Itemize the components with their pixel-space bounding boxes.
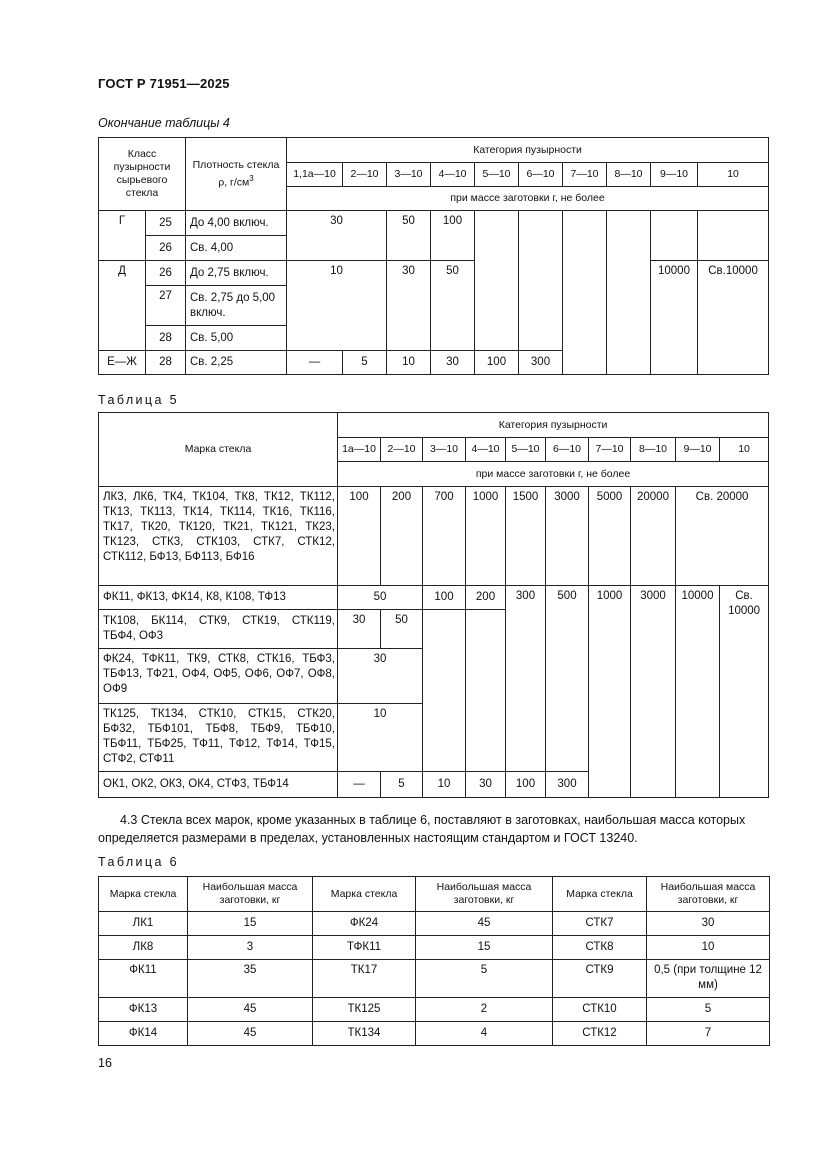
value-cell: Св. 20000 [676, 487, 769, 586]
table5 [98, 412, 769, 798]
category-cell: 5—10 [506, 438, 546, 462]
brand-cell: ОК1, ОК2, ОК3, ОК4, СТФ3, ТБФ14 [99, 772, 338, 798]
value-cell: 30 [287, 211, 387, 261]
value-cell: 300 [519, 351, 563, 375]
value-cell: 30 [466, 772, 506, 798]
mass-cell: 10 [647, 936, 770, 960]
table5-caption: Таблица 5 [98, 393, 180, 407]
brand-cell: ТК125 [313, 998, 416, 1022]
table6-caption: Таблица 6 [98, 855, 180, 869]
brand-cell: ЛК8 [99, 936, 188, 960]
class-cell: Е—Ж [99, 351, 146, 375]
density-cell: Св. 2,25 [186, 351, 287, 375]
value-cell [423, 610, 466, 772]
density-cell: До 2,75 включ. [186, 261, 287, 286]
brand-cell: ЛК3, ЛК6, ТК4, ТК104, ТК8, ТК12, ТК112, ТК13, ТК113, ТК14, ТК114, ТК16, ТК116, ТК17, ТК20, ТК120, ТК21, ТК121, ТК23, ТК123, СТК3, СТК103, СТК7, СТК12, СТК112, БФ13, БФ113, БФ16 [99, 487, 338, 586]
value-cell: 100 [506, 772, 546, 798]
value-cell: 300 [546, 772, 589, 798]
value-cell: — [287, 351, 343, 375]
mass-header: Наибольшая масса заготовки, кг [416, 877, 553, 912]
value-cell [475, 211, 519, 351]
value-cell: 5000 [589, 487, 631, 586]
value-cell [698, 211, 769, 261]
value-cell: 50 [381, 610, 423, 649]
value-cell: 30 [387, 261, 431, 351]
value-cell: 10 [423, 772, 466, 798]
value-cell: 30 [431, 351, 475, 375]
mass-header: при массе заготовки г, не более [287, 187, 769, 211]
category-cell: 1а—10 [338, 438, 381, 462]
value-cell: 3000 [546, 487, 589, 586]
brand-cell: СТК9 [553, 960, 647, 998]
category-cell: 7—10 [563, 163, 607, 187]
mass-cell: 3 [188, 936, 313, 960]
number-cell: 25 [146, 211, 186, 236]
mass-header: при массе заготовки г, не более [338, 462, 769, 487]
value-cell: 1000 [466, 487, 506, 586]
paragraph-4-3: 4.3 Стекла всех марок, кроме указанных в таблице 6, поставляют в заготовках, наибольшая масса которых определяется размерами в пределах, установленных настоящим стандартом и ГОСТ 13240. [98, 813, 746, 845]
brand-cell: ФК11, ФК13, ФК14, К8, К108, ТФ13 [99, 586, 338, 610]
category-cell: 3—10 [387, 163, 431, 187]
brand-cell: ТК17 [313, 960, 416, 998]
brand-cell: СТК12 [553, 1022, 647, 1046]
value-cell: 100 [475, 351, 519, 375]
category-cell: 2—10 [343, 163, 387, 187]
value-cell: Св.10000 [698, 261, 769, 375]
value-cell [563, 211, 607, 375]
brand-cell: ФК24 [313, 912, 416, 936]
mass-cell: 45 [188, 1022, 313, 1046]
category-cell: 6—10 [546, 438, 589, 462]
mass-cell: 45 [188, 998, 313, 1022]
mass-cell: 15 [416, 936, 553, 960]
class-cell: Д [99, 261, 146, 351]
category-cell: 6—10 [519, 163, 563, 187]
value-cell: 10000 [676, 586, 720, 798]
category-cell: 2—10 [381, 438, 423, 462]
value-cell: — [338, 772, 381, 798]
value-cell: 100 [431, 211, 475, 261]
brand-cell: СТК8 [553, 936, 647, 960]
density-cell: Св. 4,00 [186, 236, 287, 261]
value-cell: 100 [338, 487, 381, 586]
table4 [98, 137, 769, 375]
brand-cell: ФК13 [99, 998, 188, 1022]
density-cell: Св. 5,00 [186, 326, 287, 351]
class-header: Класс пузырности сырьевого стекла [99, 138, 186, 211]
number-cell: 27 [146, 286, 186, 326]
density-cell: Св. 2,75 до 5,00 включ. [186, 286, 287, 326]
category-cell: 4—10 [466, 438, 506, 462]
density-cell: До 4,00 включ. [186, 211, 287, 236]
brand-cell: ТК125, ТК134, СТК10, СТК15, СТК20, БФ32, ТБФ101, ТБФ8, ТБФ9, ТБФ10, ТБФ11, ТБФ25, ТФ11, ТФ12, ТФ14, ТФ15, СТФ2, СТФ11 [99, 704, 338, 772]
category-cell: 10 [720, 438, 769, 462]
value-cell: 5 [343, 351, 387, 375]
category-cell: 7—10 [589, 438, 631, 462]
value-cell: 200 [466, 586, 506, 610]
brand-cell: ЛК1 [99, 912, 188, 936]
brand-cell: ФК14 [99, 1022, 188, 1046]
class-cell: Г [99, 211, 146, 261]
brand-header: Марка стекла [553, 877, 647, 912]
brand-cell: ФК11 [99, 960, 188, 998]
mass-cell: 15 [188, 912, 313, 936]
value-cell: 1000 [589, 586, 631, 798]
category-cell: 3—10 [423, 438, 466, 462]
mass-cell: 35 [188, 960, 313, 998]
value-cell: 50 [387, 211, 431, 261]
brand-cell: ФК24, ТФК11, ТК9, СТК8, СТК16, ТБФ3, ТБФ13, ТФ21, ОФ4, ОФ5, ОФ6, ОФ7, ОФ8, ОФ9 [99, 649, 338, 704]
brand-header: Марка стекла [99, 877, 188, 912]
value-cell: 10 [387, 351, 431, 375]
mass-header: Наибольшая масса заготовки, кг [188, 877, 313, 912]
mass-cell: 5 [416, 960, 553, 998]
brand-cell: СТК7 [553, 912, 647, 936]
value-cell: 10 [287, 261, 387, 351]
number-cell: 28 [146, 351, 186, 375]
brand-cell: ТФК11 [313, 936, 416, 960]
mass-cell: 7 [647, 1022, 770, 1046]
mass-cell: 0,5 (при толщине 12 мм) [647, 960, 770, 998]
brand-cell: ТК108, БК114, СТК9, СТК19, СТК119, ТБФ4, ОФ3 [99, 610, 338, 649]
mass-cell: 4 [416, 1022, 553, 1046]
value-cell: 50 [338, 586, 423, 610]
value-cell: Св. 10000 [720, 586, 769, 798]
category-cell: 10 [698, 163, 769, 187]
brand-header: Марка стекла [313, 877, 416, 912]
table6 [98, 876, 770, 1046]
value-cell: 5 [381, 772, 423, 798]
number-cell: 26 [146, 236, 186, 261]
category-cell: 1,1а—10 [287, 163, 343, 187]
value-cell: 500 [546, 586, 589, 772]
value-cell: 50 [431, 261, 475, 351]
density-header: Плотность стекла ρ, $г/см^3$ [186, 138, 287, 211]
number-cell: 28 [146, 326, 186, 351]
mass-header: Наибольшая масса заготовки, кг [647, 877, 770, 912]
mass-cell: 45 [416, 912, 553, 936]
value-cell: 30 [338, 649, 423, 704]
brand-header: Марка стекла [99, 413, 338, 487]
page-number: 16 [98, 1056, 112, 1070]
brand-cell: ТК134 [313, 1022, 416, 1046]
table4-caption: Окончание таблицы 4 [98, 116, 230, 130]
category-cell: 5—10 [475, 163, 519, 187]
value-cell: 3000 [631, 586, 676, 798]
value-cell [607, 211, 651, 375]
document-code: ГОСТ Р 71951—2025 [98, 76, 230, 91]
value-cell: 1500 [506, 487, 546, 586]
brand-cell: СТК10 [553, 998, 647, 1022]
mass-cell: 30 [647, 912, 770, 936]
value-cell: 20000 [631, 487, 676, 586]
value-cell: 10000 [651, 261, 698, 375]
value-cell [519, 211, 563, 351]
value-cell: 10 [338, 704, 423, 772]
category-cell: 9—10 [651, 163, 698, 187]
number-cell: 26 [146, 261, 186, 286]
value-cell [651, 211, 698, 261]
category-cell: 9—10 [676, 438, 720, 462]
category-header: Категория пузырности [287, 138, 769, 163]
value-cell: 100 [423, 586, 466, 610]
mass-cell: 2 [416, 998, 553, 1022]
value-cell: 300 [506, 586, 546, 772]
category-cell: 8—10 [607, 163, 651, 187]
category-header: Категория пузырности [338, 413, 769, 438]
value-cell: 700 [423, 487, 466, 586]
value-cell: 30 [338, 610, 381, 649]
value-cell: 200 [381, 487, 423, 586]
value-cell [466, 610, 506, 772]
category-cell: 8—10 [631, 438, 676, 462]
mass-cell: 5 [647, 998, 770, 1022]
category-cell: 4—10 [431, 163, 475, 187]
